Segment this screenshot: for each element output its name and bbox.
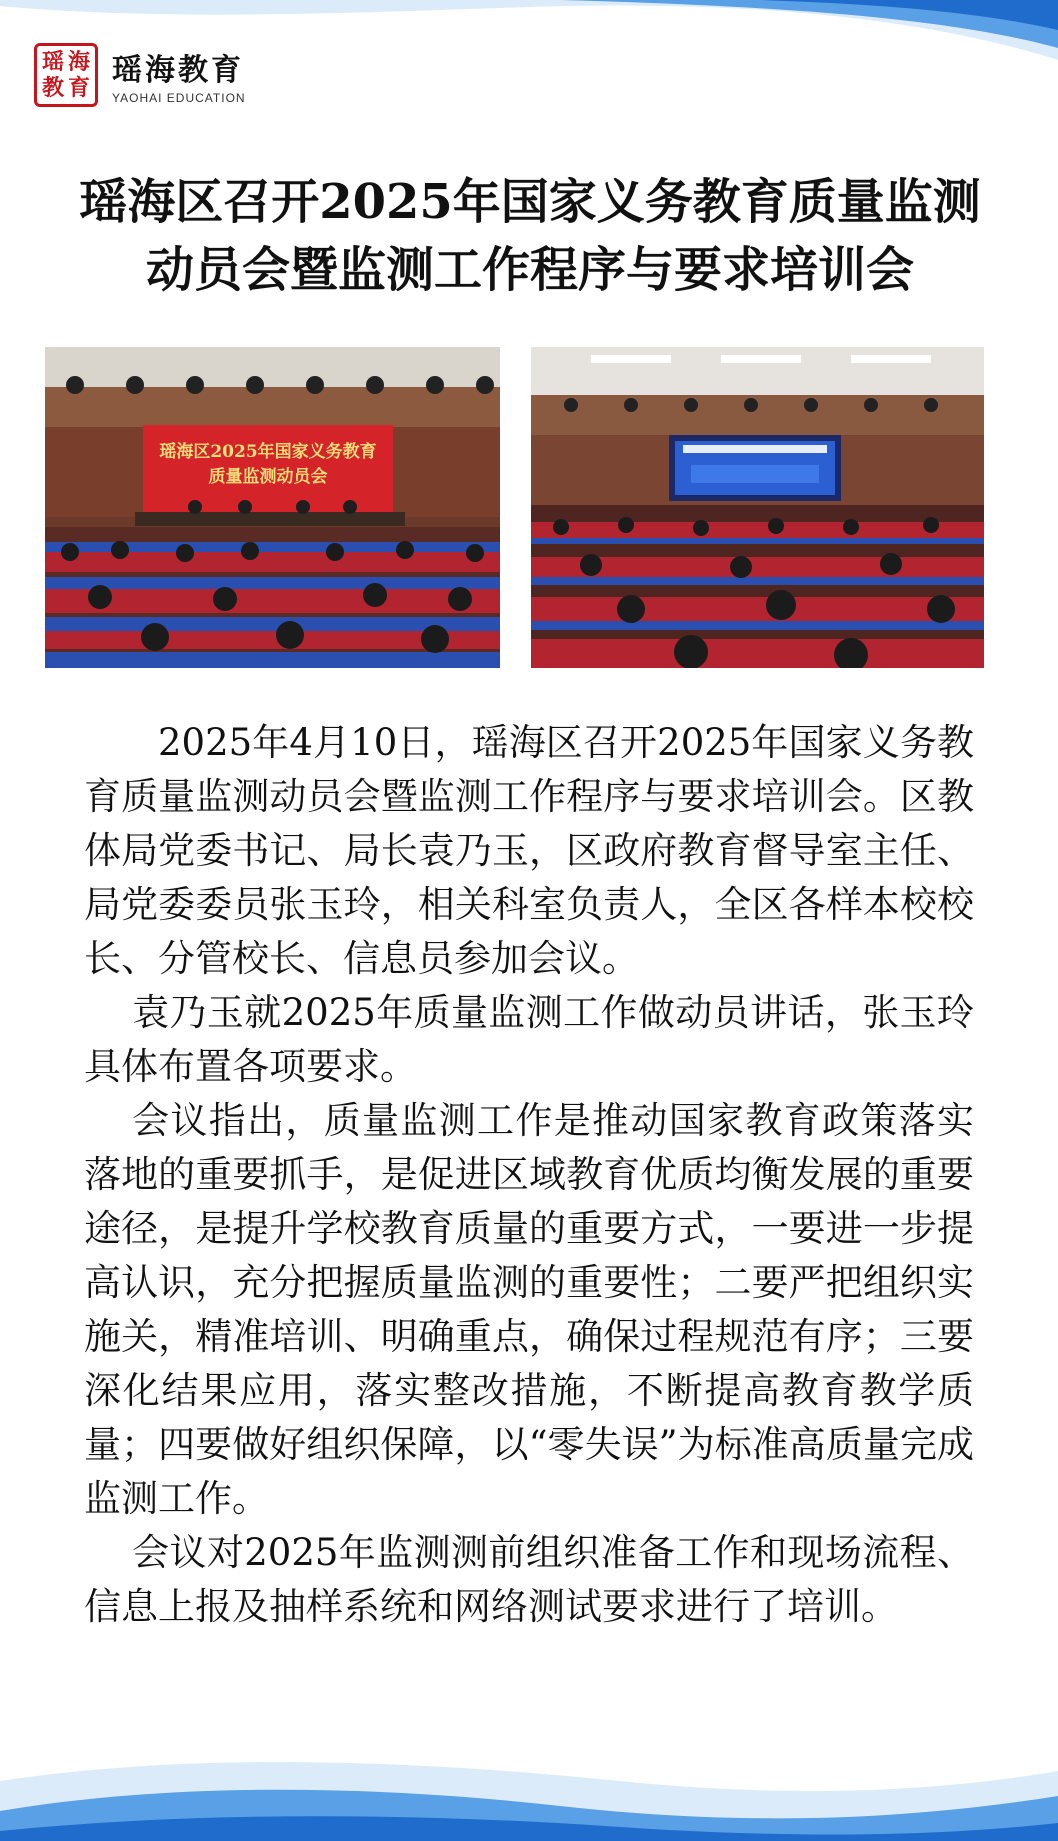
brand-name-cn: 瑶海教育 — [112, 53, 244, 88]
svg-text:质量监测动员会: 质量监测动员会 — [208, 467, 328, 487]
article-paragraph: 会议对2025年监测测前组织准备工作和现场流程、信息上报及抽样系统和网络测试要求进行了培训。 — [84, 1531, 974, 1628]
brand-name-en: YAOHAI EDUCATION — [112, 91, 246, 105]
article-headline: 瑶海区召开2025年国家义务教育质量监测动员会暨监测工作程序与要求培训会 — [79, 174, 981, 298]
brand-logo — [34, 42, 246, 108]
article-paragraph: 袁乃玉就2025年质量监测工作做动员讲话，张玉玲具体布置各项要求。 — [84, 991, 974, 1088]
seal-icon: 瑶 海 教 育 — [34, 43, 98, 107]
svg-text:瑶海区2025年国家义务教育: 瑶海区2025年国家义务教育 — [159, 442, 377, 462]
article-paragraph: 2025年4月10日，瑶海区召开2025年国家义务教育质量监测动员会暨监测工作程序与要求培训会。区教体局党委书记、局长袁乃玉，区政府教育督导室主任、局党委委员张玉玲，相关科室负责人，全区各样本校校长、分管校长、信息员参加会议。 — [84, 721, 974, 980]
bottom-wave-decoration — [0, 1741, 1058, 1841]
meeting-photo-stage — [45, 347, 500, 668]
article-body — [84, 716, 974, 1634]
article-paragraph: 会议指出，质量监测工作是推动国家教育政策落实落地的重要抓手，是促进区域教育优质均衡发展的重要途径，是提升学校教育质量的重要方式，一要进一步提高认识，充分把握质量监测的重要性；二要严把组织实施关，精准培训、明确重点，确保过程规范有序；三要深化结果应用，落实整改措施，不断提高教育教学质量；四要做好组织保障，以“零失误”为标准高质量完成监测工作。 — [84, 1099, 974, 1520]
meeting-photo-audience — [531, 347, 984, 668]
